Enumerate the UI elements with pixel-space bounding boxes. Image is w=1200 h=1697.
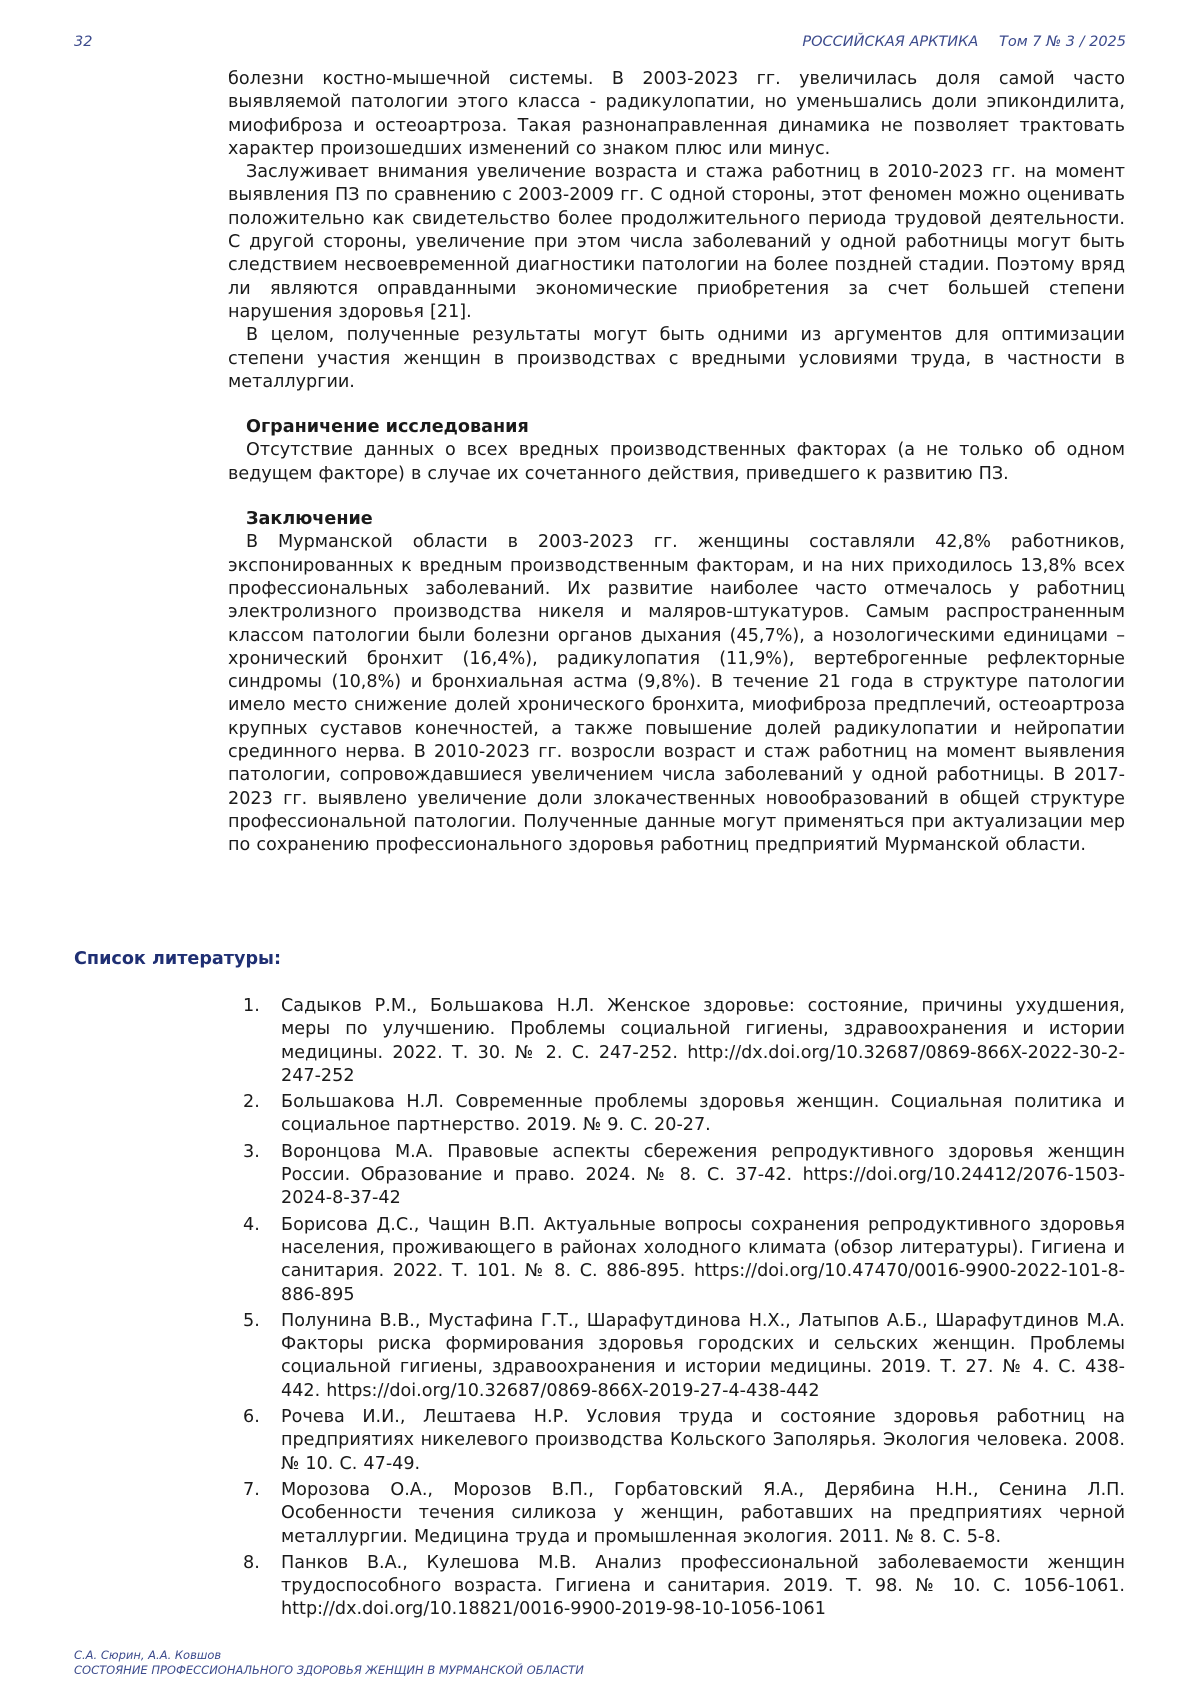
reference-number: 8. — [243, 1552, 260, 1573]
reference-item — [228, 1479, 1125, 1549]
reference-text: Большакова Н.Л. Современные проблемы здоровья женщин. Социальная политика и социальное партнерство. 2019. № 9. С. 20-27. — [281, 1092, 1125, 1136]
reference-number: 3. — [243, 1141, 260, 1162]
reference-number: 2. — [243, 1092, 260, 1113]
references-list — [228, 995, 1125, 1625]
reference-item — [228, 1406, 1125, 1476]
body-paragraph: болезни костно-мышечной системы. В 2003-2023 гг. увеличилась доля самой часто выявляемой патологии этого класса - радикулопатии, но уменьшались доли эпикондилита, миофиброза и остеоартроза. Такая разнонаправленная динамика не позволяет трактовать характер произошедших изменений со знаком плюс или минус. — [228, 69, 1125, 159]
journal-info — [802, 34, 1126, 50]
references-heading: Список литературы: — [74, 949, 281, 969]
reference-text: Рочева И.И., Лештаева Н.Р. Условия труда и состояние здоровья работниц на предприятиях никелевого производства Кольского Заполярья. Экология человека. 2008. № 10. С. 47-49. — [281, 1407, 1125, 1474]
footer-article-title: СОСТОЯНИЕ ПРОФЕССИОНАЛЬНОГО ЗДОРОВЬЯ ЖЕНЩИН В МУРМАНСКОЙ ОБЛАСТИ — [74, 1663, 584, 1677]
conclusion-heading: Заключение — [246, 509, 373, 530]
article-body — [228, 68, 1125, 858]
reference-number: 4. — [243, 1214, 260, 1235]
limitation-heading: Ограничение исследования — [246, 417, 529, 438]
page-header — [74, 30, 1126, 54]
reference-number: 5. — [243, 1310, 260, 1331]
reference-text: Борисова Д.С., Чащин В.П. Актуальные вопросы сохранения репродуктивного здоровья населения, проживающего в районах холодного климата (обзор литературы). Гигиена и санитария. 2022. Т. 101. № 8. С. 886-895. https://doi.org/10.47470/0016-9900-2022-101-8-886-895 — [281, 1214, 1125, 1305]
page-number: 32 — [74, 34, 93, 50]
reference-text: Садыков Р.М., Большакова Н.Л. Женское здоровье: состояние, причины ухудшения, меры по улучшению. Проблемы социальной гигиены, здравоохранения и истории медицины. 2022. Т. 30. № 2. С. 247-252. http://dx.doi.org/10.32687/0869-866X-2022-30-2-247-252 — [281, 996, 1125, 1086]
page-footer — [74, 1648, 584, 1678]
body-paragraph: Заслуживает внимания увеличение возраста и стажа работниц в 2010-2023 гг. на момент выявления ПЗ по сравнению с 2003-2009 гг. С одной стороны, этот феномен можно оценивать положительно как свидетельство более продолжительного периода трудовой деятельности. С другой стороны, увеличение при этом числа заболеваний у одной работницы могут быть следствием несвоевременной диагностики патологии на более поздней стадии. Поэтому вряд ли являются оправданными экономические приобретения за счет большей степени нарушения здоровья [21]. — [228, 162, 1125, 322]
footer-authors: С.А. Сюрин, А.А. Ковшов — [74, 1648, 222, 1662]
journal-name: РОССИЙСКАЯ АРКТИКА — [802, 34, 979, 50]
reference-item — [228, 1091, 1125, 1138]
body-paragraph: В целом, полученные результаты могут быть одними из аргументов для оптимизации степени участия женщин в производствах с вредными условиями труда, в частности в металлургии. — [228, 325, 1125, 392]
reference-number: 6. — [243, 1407, 260, 1428]
reference-text: Морозова О.А., Морозов В.П., Горбатовский Я.А., Дерябина Н.Н., Сенина Л.П. Особенности течения силикоза у женщин, работавших на предприятиях черной металлургии. Медицина труда и промышленная экология. 2011. № 8. С. 5-8. — [281, 1479, 1125, 1547]
reference-item — [228, 1552, 1125, 1622]
journal-issue: Том 7 № 3 / 2025 — [998, 34, 1126, 50]
reference-text: Воронцова М.А. Правовые аспекты сбережения репродуктивного здоровья женщин России. Образование и право. 2024. № 8. С. 37-42. https://doi.org/10.24412/2076-1503-2024-8-37-42 — [281, 1141, 1125, 1209]
reference-item — [228, 1141, 1125, 1211]
conclusion-text: В Мурманской области в 2003-2023 гг. женщины составляли 42,8% работников, экспонированных к вредным производственным факторам, и на них приходилось 13,8% всех профессиональных заболеваний. Их развитие наиболее часто отмечалось у работниц электролизного производства никеля и маляров-штукатуров. Самым распространенным классом патологии были болезни органов дыхания (45,7%), а нозологическими единицами – хронический бронхит (16,4%), радикулопатия (11,9%), вертеброгенные рефлекторные синдромы (10,8%) и бронхиальная астма (9,8%). В течение 21 года в структуре патологии имело место снижение долей хронического бронхита, миофиброза предплечий, остеоартроза крупных суставов конечностей, а также повышение долей радикулопатии и нейропатии срединного нерва. В 2010-2023 гг. возросли возраст и стаж работниц на момент выявления патологии, сопровождавшиеся увеличением числа заболеваний у одной работницы. В 2017-2023 гг. выявлено увеличение доли злокачественных новообразований в общей структуре профессиональной патологии. Полученные данные могут применяться при актуализации мер по сохранению профессионального здоровья работниц предприятий Мурманской области. — [228, 532, 1125, 856]
reference-text: Полунина В.В., Мустафина Г.Т., Шарафутдинова Н.Х., Латыпов А.Б., Шарафутдинов М.А. Факторы риска формирования здоровья городских и сельских женщин. Проблемы социальной гигиены, здравоохранения и истории медицины. 2019. Т. 27. № 4. С. 438-442. https://doi.org/10.32687/0869-866X-2019-27-4-438-442 — [281, 1310, 1125, 1401]
limitation-text: Отсутствие данных о всех вредных производственных факторах (а не только об одном ведущем факторе) в случае их сочетанного действия, приведшего к развитию ПЗ. — [228, 440, 1125, 484]
reference-item — [228, 1310, 1125, 1403]
reference-text: Панков В.А., Кулешова М.В. Анализ профессиональной заболеваемости женщин трудоспособного возраста. Гигиена и санитария. 2019. Т. 98. № 10. С. 1056-1061. http://dx.doi.org/10.18821/0016-9900-2019-98-10-1056-1061 — [281, 1552, 1125, 1620]
reference-number: 7. — [243, 1479, 260, 1500]
reference-number: 1. — [243, 996, 260, 1016]
reference-item — [228, 995, 1125, 1088]
reference-item — [228, 1214, 1125, 1307]
